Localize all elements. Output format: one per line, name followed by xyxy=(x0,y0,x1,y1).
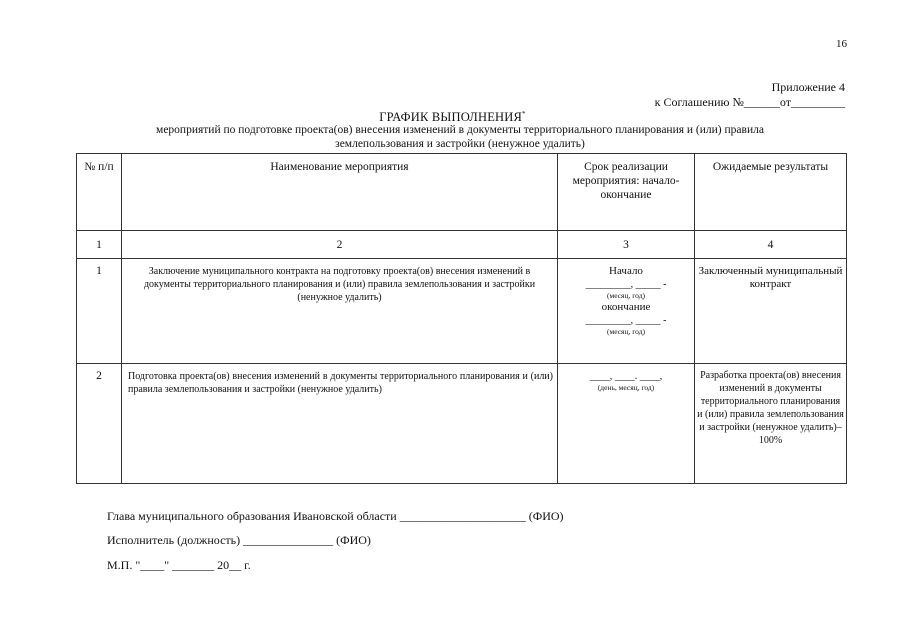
subtitle-line-1: мероприятий по подготовке проекта(ов) внесения изменений в документы территориального планирования и (или) правила xyxy=(156,124,764,136)
row-term xyxy=(558,259,695,364)
table-row xyxy=(77,364,847,484)
signature-head: Глава муниципального образования Ивановской области _____________________ (ФИО) xyxy=(107,509,564,523)
term-start-label: Начало xyxy=(609,265,643,277)
signature-executor: Исполнитель (должность) _______________ (ФИО) xyxy=(107,533,371,547)
title-main: ГРАФИК ВЫПОЛНЕНИЯ xyxy=(379,110,523,125)
page-number: 16 xyxy=(836,38,847,50)
row-expected-result: Разработка проекта(ов) внесения изменений в документы территориального планирования и (или) правила землепользования и застройки (ненужное удалить)– 100% xyxy=(695,364,847,484)
schedule-table xyxy=(76,153,847,484)
column-number-row xyxy=(77,231,847,259)
column-number: 3 xyxy=(558,231,695,259)
column-number: 4 xyxy=(695,231,847,259)
term-date-hint: (день, месяц, год) xyxy=(597,383,655,392)
column-number: 2 xyxy=(122,231,558,259)
term-start-blank: _________, _____ - xyxy=(585,279,667,290)
row-number: 1 xyxy=(77,259,122,364)
table-row xyxy=(77,259,847,364)
term-end-label: окончание xyxy=(601,301,651,313)
header-result: Ожидаемые результаты xyxy=(695,154,847,231)
header-term: Срок реализации мероприятия: начало-окончание xyxy=(558,154,695,231)
row-term xyxy=(558,364,695,484)
appendix-agreement: к Соглашению №______от_________ xyxy=(654,95,845,109)
table-header-row xyxy=(77,154,847,231)
seal-date-line: М.П. "____" _______ 20__ г. xyxy=(107,558,251,572)
subtitle-line-2: землепользования и застройки (ненужное удалить) xyxy=(335,138,585,150)
column-number: 1 xyxy=(77,231,122,259)
row-activity-name: Заключение муниципального контракта на подготовку проекта(ов) внесения изменений в документы территориального планирования и (или) правила землепользования и застройки (ненужное удалить) xyxy=(122,259,558,364)
header-num: № п/п xyxy=(77,154,122,231)
row-number: 2 xyxy=(77,364,122,484)
term-end-blank: _________, _____ - xyxy=(585,315,667,326)
appendix-block xyxy=(655,80,845,110)
document-subtitle xyxy=(90,123,830,151)
term-date-blank: ____, ____. ____, xyxy=(589,371,663,382)
title-footnote-mark: * xyxy=(522,110,526,118)
term-start-hint: (месяц, год) xyxy=(606,291,646,300)
header-name: Наименование мероприятия xyxy=(122,154,558,231)
appendix-title: Приложение 4 xyxy=(771,80,845,94)
row-activity-name: Подготовка проекта(ов) внесения изменений в документы территориального планирования и (или) правила землепользования и застройки (ненужное удалить) xyxy=(122,364,558,484)
row-expected-result: Заключенный муниципальный контракт xyxy=(695,259,847,364)
term-end-hint: (месяц, год) xyxy=(606,327,646,336)
